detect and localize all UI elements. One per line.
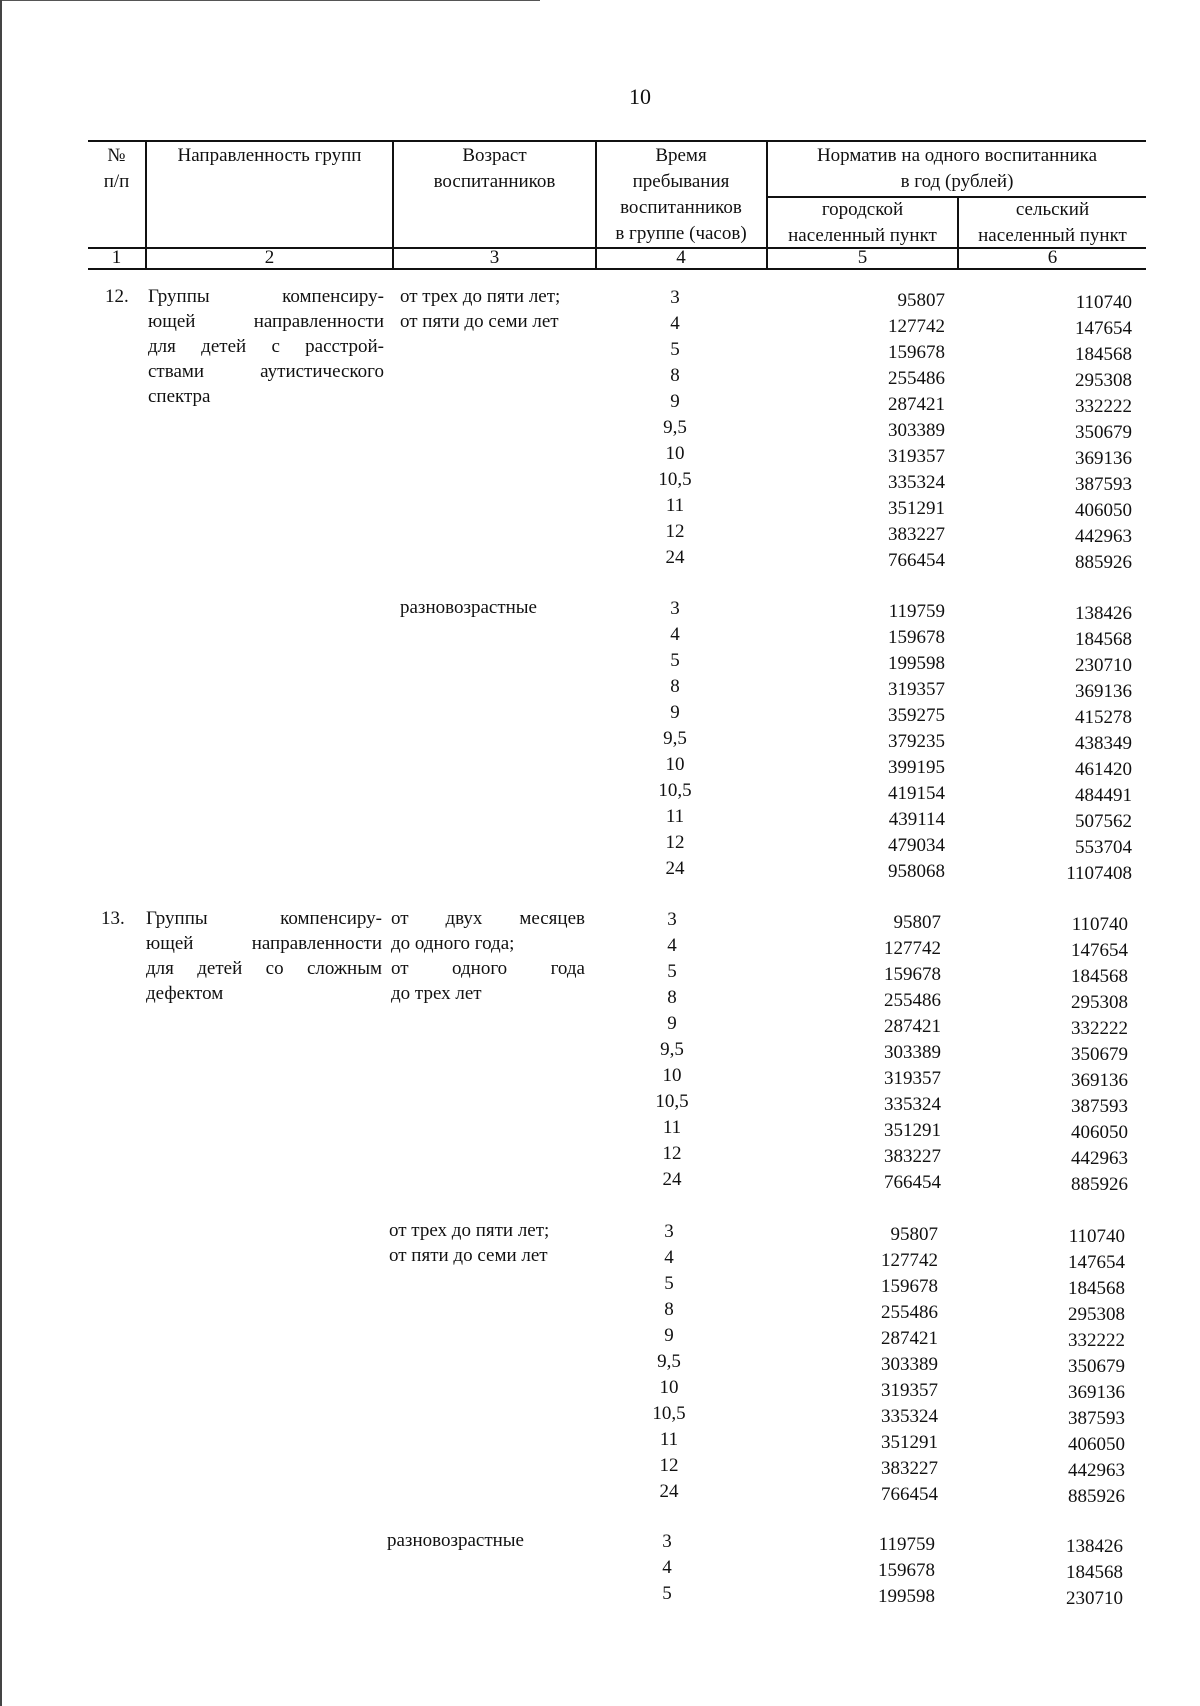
header-col-3: Возраст воспитанников xyxy=(433,145,556,192)
header-col-5: городской населенный пункт xyxy=(788,199,937,246)
age-group: от трех до пяти лет; от пяти до семи лет xyxy=(400,286,561,332)
column-number: 3 xyxy=(489,247,500,268)
urban-rate-column: 95807 127742 159678 255486 287421 303389 319357 335324 351291 383227 766454 xyxy=(884,912,941,1193)
header-col-6: сельский населенный пункт xyxy=(978,199,1127,246)
column-number: 6 xyxy=(1047,247,1058,268)
row-number: 12. xyxy=(105,286,129,307)
rural-rate-column: 138426 184568 230710 369136 415278 438349 461420 484491 507562 553704 1107408 xyxy=(1066,603,1132,884)
header-col-2: Направленность групп xyxy=(177,145,362,166)
age-group: от трех до пяти лет; от пяти до семи лет xyxy=(389,1220,550,1266)
column-number: 1 xyxy=(111,247,122,268)
rural-rate-column: 110740 147654 184568 295308 332222 350679 369136 387593 406050 442963 885926 xyxy=(1071,914,1128,1195)
age-group: разновозрастные xyxy=(387,1530,524,1551)
header-col-1: № п/п xyxy=(103,145,130,192)
age-group: разновозрастные xyxy=(400,597,537,618)
age-group: от двух месяцев до одного года; от одного года до трех лет xyxy=(391,908,585,1004)
rural-rate-column: 110740 147654 184568 295308 332222 350679 369136 387593 406050 442963 885926 xyxy=(1068,1226,1125,1507)
scan-edge-left xyxy=(0,0,2,1706)
row-number: 13. xyxy=(101,908,125,929)
group-direction: Группы компенсиру- ющей направленности для детей с расстрой- ствами аутистического спектра xyxy=(148,286,384,407)
column-number: 4 xyxy=(676,247,686,268)
header-col-5-6: Норматив на одного воспитанника в год (рублей) xyxy=(816,145,1098,192)
header-col-4: Время пребывания воспитанников в группе (часов) xyxy=(615,145,747,244)
rural-rate-column: 110740 147654 184568 295308 332222 350679 369136 387593 406050 442963 885926 xyxy=(1075,292,1132,573)
hours-column: 3 4 5 8 9 9,5 10 10,5 11 12 24 xyxy=(655,909,689,1190)
hours-column: 3 4 5 8 9 9,5 10 10,5 11 12 24 xyxy=(658,287,692,568)
urban-rate-column: 95807 127742 159678 255486 287421 303389 319357 335324 351291 383227 766454 xyxy=(888,290,945,571)
column-number: 2 xyxy=(264,247,275,268)
urban-rate-column: 95807 127742 159678 255486 287421 303389 319357 335324 351291 383227 766454 xyxy=(881,1224,938,1505)
column-number: 5 xyxy=(857,247,868,268)
rural-rate-column: 138426 184568 230710 xyxy=(1066,1536,1123,1609)
hours-column: 3 4 5 8 9 9,5 10 10,5 11 12 24 xyxy=(658,598,692,879)
hours-column: 3 4 5 8 9 9,5 10 10,5 11 12 24 xyxy=(652,1221,686,1502)
hours-column: 3 4 5 xyxy=(662,1531,672,1604)
page-number: 10 xyxy=(629,84,651,109)
urban-rate-column: 119759 159678 199598 xyxy=(878,1534,935,1607)
scan-edge-top xyxy=(0,0,540,1)
header-top-rule xyxy=(88,140,1146,142)
urban-rate-column: 119759 159678 199598 319357 359275 379235 399195 419154 439114 479034 958068 xyxy=(888,601,945,882)
group-direction: Группы компенсиру- ющей направленности для детей со сложным дефектом xyxy=(146,908,382,1004)
